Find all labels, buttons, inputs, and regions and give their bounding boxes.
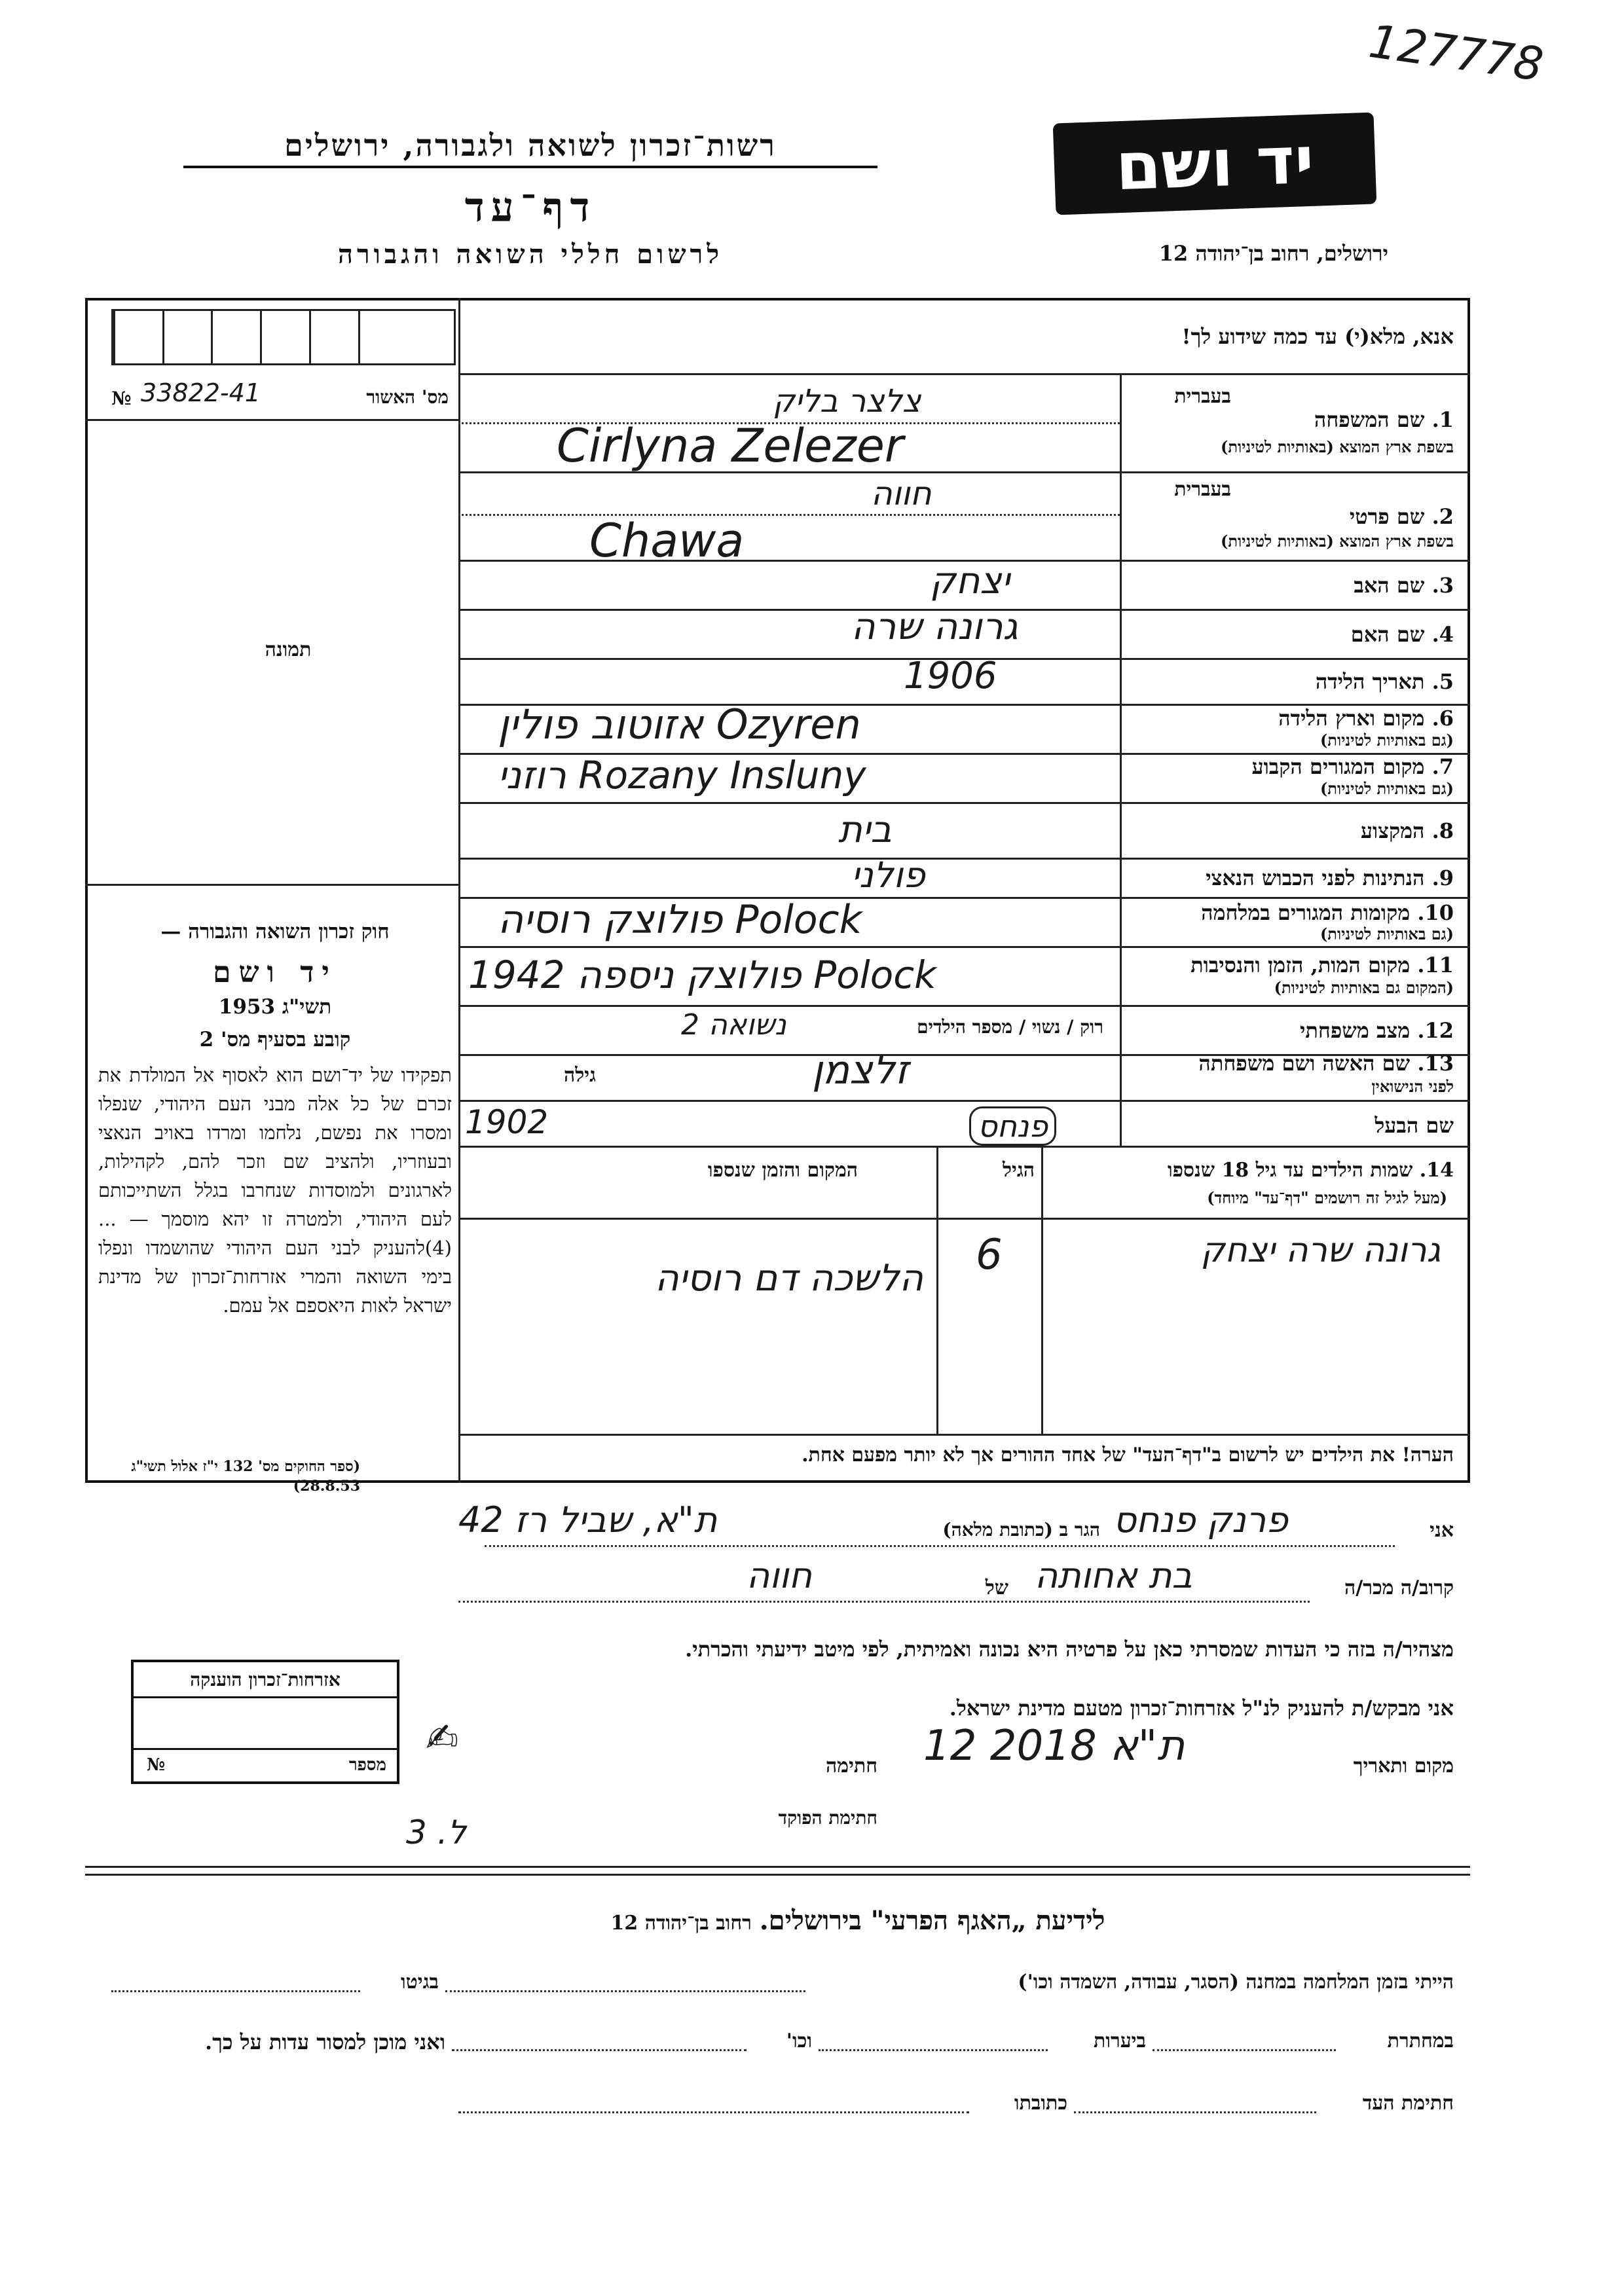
- decl-relative: קרוב/ה מכר/ה: [1344, 1576, 1454, 1599]
- field-1-label: 1. שם המשפחה: [1314, 407, 1454, 432]
- hebrew-tag-2: בעברית: [1174, 478, 1231, 501]
- field-1-value-heb: צלצר בליק: [773, 383, 921, 420]
- children-header-note: (מעל לגיל זה רושמים "דף־עד" מיוחד): [1207, 1188, 1447, 1207]
- field-7-sub: (גם באותיות לטיניות): [1320, 779, 1454, 798]
- law-footnote: (ספר החוקים מס' 132 י"ז אלול תשי"ג 28.8.53): [131, 1458, 360, 1495]
- code-boxes: [111, 309, 456, 365]
- decl-of-value: חווה: [747, 1555, 812, 1596]
- photo-label: תמונה: [265, 638, 312, 661]
- decl-place-date: מקום ותאריך: [1353, 1755, 1454, 1777]
- bottom-line-2b: ביערות: [1093, 2030, 1146, 2052]
- field-2-value-lat: Chawa: [589, 514, 745, 568]
- field-3-value: יצחק: [930, 560, 1010, 602]
- field-1-sub: בשפת ארץ המוצא (באותיות לטיניות): [1221, 437, 1454, 456]
- address: ירושלים, רחוב בן־יהודה 12: [1158, 241, 1388, 266]
- logo-text: יד ושם: [1114, 121, 1316, 206]
- age-value: 1902: [465, 1103, 549, 1141]
- children-header-name: 14. שמות הילדים עד גיל 18 שנספו: [1167, 1159, 1454, 1182]
- citizenship-title: אזרחות־זכרון הוענקה: [134, 1669, 397, 1698]
- decl-place-date-value: ת"א 2018 12: [923, 1722, 1185, 1770]
- field-5-label: 5. תאריך הלידה: [1315, 669, 1454, 694]
- field-10-value: פולוצק רוסיה Polock: [498, 897, 862, 943]
- authority-title: רשות־זכרון לשואה ולגבורה, ירושלים: [183, 128, 877, 168]
- citizenship-no-sign: №: [147, 1755, 166, 1775]
- decl-of: של: [985, 1576, 1008, 1599]
- field-6-label: 6. מקום וארץ הלידה: [1278, 706, 1454, 731]
- field-7-label: 7. מקום המגורים הקבוע: [1251, 754, 1454, 779]
- handwritten-serial: 127778: [1365, 14, 1547, 92]
- field-2-label: 2. שם פרטי: [1349, 504, 1454, 529]
- decl-i-am-value: פרנק פנחס: [1113, 1499, 1288, 1540]
- decl-request: אני מבקש/ת להעניק לנ"ל אזרחות־זכרון מטעם מדינת ישראל.: [949, 1696, 1454, 1721]
- decl-declare: מצהיר/ה בזה כי העדות שמסרתי כאן על פרטיה היא נכונה ואמיתית, לפי מיטב ידיעתי והכרתי.: [685, 1637, 1454, 1662]
- field-6-sub: (גם באותיות לטיניות): [1320, 731, 1454, 750]
- citizenship-box: [131, 1660, 399, 1784]
- approval-label: מס' האשור: [366, 386, 449, 408]
- field-11-sub: (המקום גם באותיות לטיניות): [1274, 978, 1454, 997]
- children-header-age: הגיל: [1002, 1159, 1035, 1182]
- decl-residing: הגר ב (כתובת מלאה): [942, 1519, 1100, 1540]
- hebrew-tag-1: בעברית: [1174, 385, 1231, 408]
- husband-label: שם הבעל: [1375, 1113, 1454, 1138]
- field-4-value: גרונה שרה: [851, 606, 1018, 648]
- decl-relative-value: בת אחותה: [1035, 1555, 1192, 1596]
- field-2-sub: בשפת ארץ המוצא (באותיות לטיניות): [1221, 532, 1454, 551]
- field-7-value: רוזני Rozany Insluny: [498, 753, 866, 797]
- law-text: תפקידו של יד־ושם הוא לאסוף אל המולדת את זכרם של כל אלה מבני העם היהודי, שנפלו ומסרו את נפשם, נלחמו ומרדו באויב הנאצי ובעוזריו, ולהציב שם וזכר להם, לקהילות, לארגונים ולמוסדות שנחרבו בגלל השתייכותם לעם היהודי, ולמטרה זו יהא מוסמך — ...(4)להעניק לבני העם היהודי שהושמדו ונפלו בימי השואה והמרי אזרחות־זכרון של מדינת ישראל לאות היאספם אל עמם.: [98, 1064, 452, 1317]
- marital-options: רוק / נשוי / מספר הילדים: [917, 1016, 1103, 1038]
- age-label: גילה: [563, 1064, 596, 1087]
- field-3-label: 3. שם האב: [1354, 573, 1454, 598]
- bottom-line-2a: במחתרת: [1387, 2030, 1454, 2052]
- field-10-sub: (גם באותיות לטיניות): [1320, 924, 1454, 943]
- field-13-label: 13. שם האשה ושם משפחתה: [1198, 1051, 1454, 1076]
- intro-text: אנא, מלא(י) עד כמה שידוע לך!: [1181, 324, 1454, 349]
- law-name: יד ושם: [213, 956, 337, 989]
- field-9-value: פולני: [851, 854, 925, 896]
- children-header-place: המקום והזמן שנספו: [707, 1159, 858, 1182]
- field-2-value-heb: חווה: [871, 475, 932, 513]
- decl-i-am: אני: [1430, 1519, 1454, 1542]
- decl-residing-value: ת"א, שביל רז 42: [458, 1499, 718, 1540]
- citizenship-number-label: מספר: [348, 1755, 386, 1775]
- form-title: דף־עד: [464, 183, 597, 231]
- field-5-value: 1906: [904, 655, 997, 697]
- note: הערה! את הילדים יש לרשום ב"דף־העד" של אחד ההורים אך לא יותר מפעם אחת.: [802, 1444, 1454, 1467]
- children-age: 6: [976, 1231, 1003, 1279]
- bottom-title: לידיעת „האגף הפרעי" בירושלים. רחוב בן־יהודה 12: [610, 1905, 1105, 1936]
- form-subtitle: לרשום חללי השואה והגבורה: [337, 239, 724, 270]
- field-12-value: נשואה 2: [681, 1008, 786, 1042]
- bottom-line-2c: וכו': [786, 2030, 812, 2052]
- law-title: חוק זכרון השואה והגבורה —: [160, 920, 390, 943]
- children-place: הלשכה דם רוסיה: [655, 1257, 923, 1300]
- signature-mark: ✍: [426, 1715, 459, 1761]
- field-9-label: 9. הנתינות לפני הכבוש הנאצי: [1206, 866, 1454, 890]
- field-10-label: 10. מקומות המגורים במלחמה: [1201, 900, 1454, 925]
- bottom-line-3a: חתימת העד: [1362, 2092, 1454, 2115]
- scribble-mark: ל. 3: [406, 1813, 467, 1851]
- field-4-label: 4. שם האם: [1350, 622, 1454, 647]
- bottom-line-2d: ואני מוכן למסור עדות על כך.: [204, 2030, 445, 2054]
- decl-signature: חתימה: [826, 1755, 877, 1777]
- approval-no-sign: №: [111, 388, 132, 409]
- field-12-label: 12. מצב משפחתי: [1300, 1018, 1454, 1043]
- bottom-line-1-end: בגיטו: [400, 1971, 439, 1994]
- children-names: גרונה שרה יצחק: [1200, 1231, 1441, 1270]
- husband-value: פנחס: [969, 1106, 1056, 1146]
- decl-official-signature: חתימת הפוקד: [778, 1807, 877, 1829]
- field-13-value: זלצמן: [812, 1048, 909, 1093]
- yad-vashem-logo: [1053, 112, 1377, 215]
- approval-number: 33822-41: [141, 378, 261, 407]
- field-8-label: 8. המקצוע: [1360, 818, 1454, 843]
- bottom-line-1: הייתי בזמן המלחמה במחנה (הסגר, עבודה, השמדה וכו'): [1018, 1971, 1454, 1994]
- field-13-sub: לפני הנישואין: [1371, 1077, 1454, 1096]
- citizenship-number-row: [134, 1748, 397, 1781]
- field-8-value: בית: [838, 809, 892, 851]
- field-11-value: פולוצק ניספה 1942 Polock: [468, 953, 936, 997]
- law-year: תשי"ג 1953: [218, 995, 332, 1019]
- field-6-value: אזוטוב פולין Ozyren: [498, 701, 861, 748]
- bottom-line-3b: כתובתו: [1014, 2092, 1067, 2115]
- field-11-label: 11. מקום המות, הזמן והנסיבות: [1190, 953, 1454, 977]
- field-1-value-lat: Cirlyna Zelezer: [557, 419, 904, 473]
- law-clause: קובע בסעיף מס' 2: [199, 1028, 351, 1051]
